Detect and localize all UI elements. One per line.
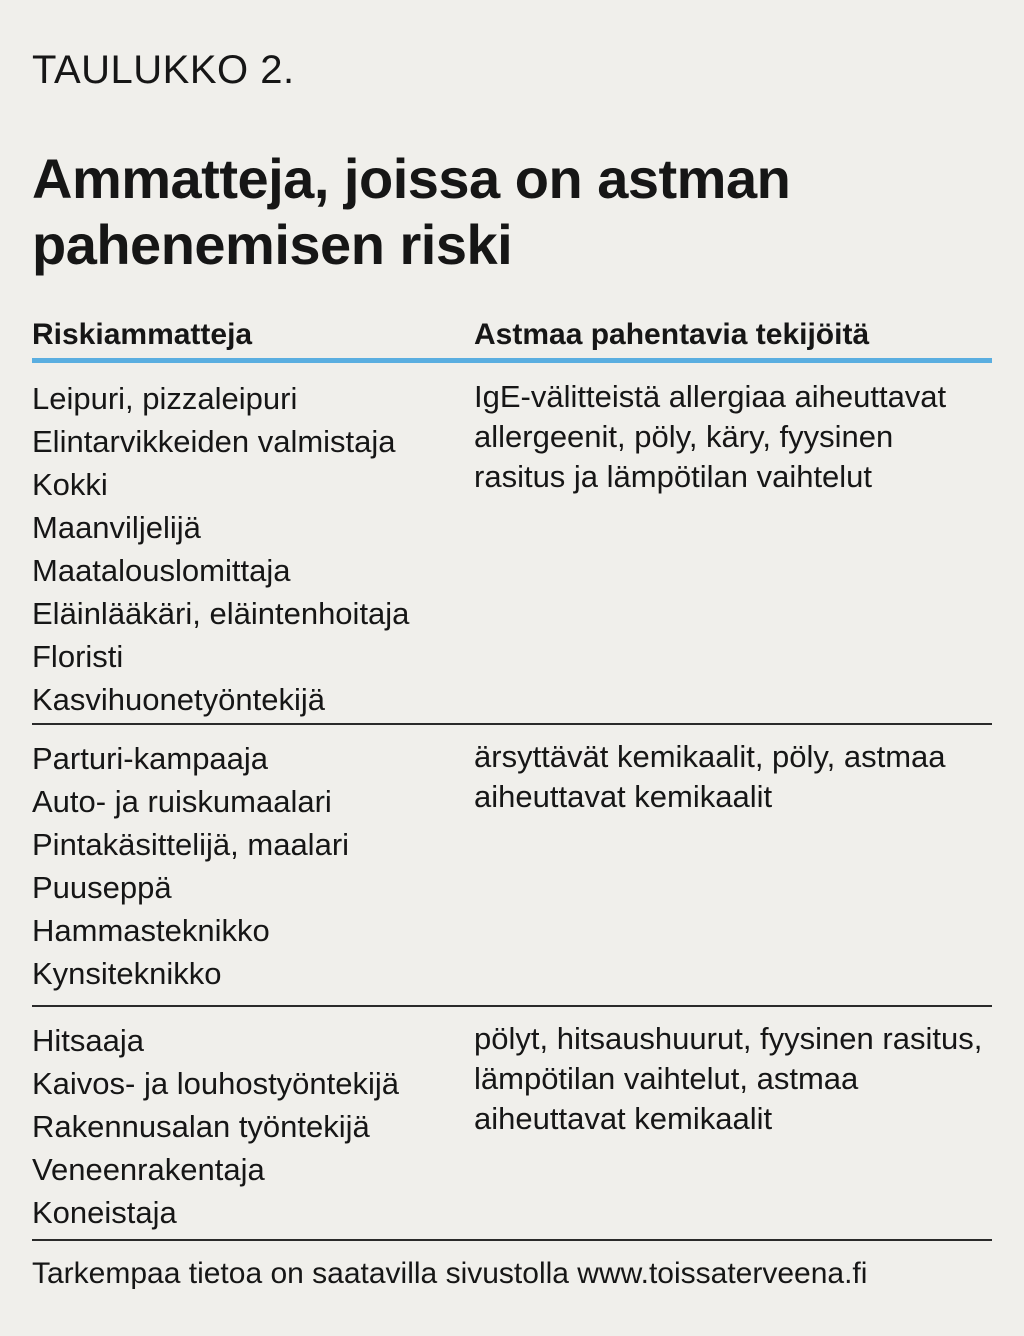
factors-cell: IgE-välitteistä allergiaa aiheuttavat allergeenit, pöly, käry, fyysinen rasitus ja lämpötilan vaihtelut xyxy=(474,379,947,494)
factors-cell: pölyt, hitsaushuurut, fyysinen rasitus, lämpötilan vaihtelut, astmaa aiheuttavat kemikaalit xyxy=(474,1021,983,1136)
occupations-cell xyxy=(32,377,474,723)
occupations-cell xyxy=(32,737,474,1005)
table-header xyxy=(32,312,992,363)
header-factors: Astmaa pahentavia tekijöitä xyxy=(474,318,870,351)
occupations-cell xyxy=(32,1019,474,1239)
occupation-item: Veneenrakentaja xyxy=(32,1152,265,1187)
occupation-item: Floristi xyxy=(32,639,124,674)
occupation-item: Kasvihuonetyöntekijä xyxy=(32,682,325,717)
risk-table xyxy=(32,312,992,1241)
footer-note: Tarkempaa tietoa on saatavilla sivustolla www.toissaterveena.fi xyxy=(32,1257,868,1290)
occupation-item: Rakennusalan työntekijä xyxy=(32,1109,370,1144)
occupation-item: Elintarvikkeiden valmistaja xyxy=(32,424,396,459)
table-row-group xyxy=(32,725,992,1007)
table-row-group xyxy=(32,363,992,725)
occupation-item: Kaivos- ja louhostyöntekijä xyxy=(32,1066,400,1101)
occupation-item: Koneistaja xyxy=(32,1195,177,1230)
occupation-item: Eläinlääkäri, eläintenhoitaja xyxy=(32,596,410,631)
occupation-item: Auto- ja ruiskumaalari xyxy=(32,784,332,819)
occupation-item: Maanviljelijä xyxy=(32,510,201,545)
occupation-item: Leipuri, pizzaleipuri xyxy=(32,381,298,416)
factors-cell: ärsyttävät kemikaalit, pöly, astmaa aiheuttavat kemikaalit xyxy=(474,739,946,814)
occupation-item: Kynsiteknikko xyxy=(32,956,222,991)
occupation-item: Parturi-kampaaja xyxy=(32,741,269,776)
occupation-item: Kokki xyxy=(32,467,108,502)
occupation-item: Pintakäsittelijä, maalari xyxy=(32,827,350,862)
occupation-item: Hammasteknikko xyxy=(32,913,270,948)
table-label: TAULUKKO 2. xyxy=(32,48,295,92)
occupation-item: Maatalouslomittaja xyxy=(32,553,291,588)
occupation-list xyxy=(32,377,474,721)
occupation-list xyxy=(32,737,474,995)
occupation-item: Hitsaaja xyxy=(32,1023,144,1058)
table-row-group xyxy=(32,1007,992,1241)
occupation-list xyxy=(32,1019,474,1234)
occupation-item: Puuseppä xyxy=(32,870,172,905)
page-title: Ammatteja, joissa on astman pahenemisen riski xyxy=(32,147,791,276)
header-occupations: Riskiammatteja xyxy=(32,318,253,351)
